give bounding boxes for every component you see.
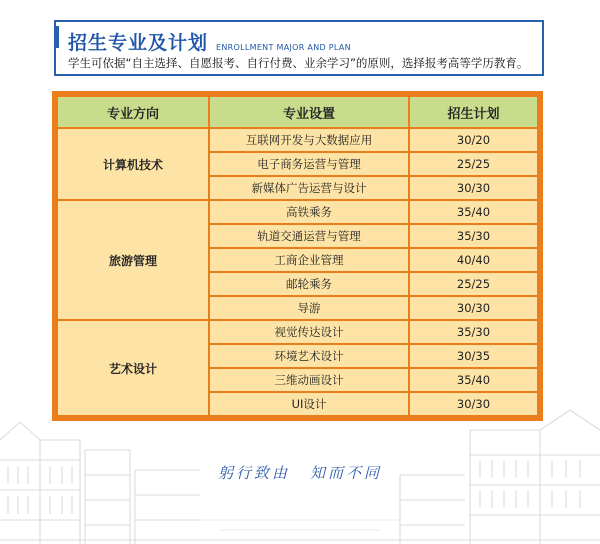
column-header-direction: 专业方向 xyxy=(57,96,209,128)
major-cell: 工商企业管理 xyxy=(209,248,409,272)
major-cell: 视觉传达设计 xyxy=(209,320,409,344)
column-header-plan: 招生计划 xyxy=(409,96,538,128)
plan-cell: 35/40 xyxy=(409,200,538,224)
table-row xyxy=(57,320,538,344)
slogan-left: 躬行致由 xyxy=(217,464,290,482)
table-row xyxy=(57,128,538,152)
column-header-major: 专业设置 xyxy=(209,96,409,128)
major-cell: 邮轮乘务 xyxy=(209,272,409,296)
plan-cell: 25/25 xyxy=(409,152,538,176)
major-cell: 电子商务运营与管理 xyxy=(209,152,409,176)
plan-cell: 35/30 xyxy=(409,320,538,344)
table-row xyxy=(57,200,538,224)
major-cell: 互联网开发与大数据应用 xyxy=(209,128,409,152)
major-cell: UI设计 xyxy=(209,392,409,416)
plan-cell: 30/30 xyxy=(409,392,538,416)
footer-slogan xyxy=(0,462,600,483)
direction-cell: 计算机技术 xyxy=(57,128,209,200)
plan-cell: 30/35 xyxy=(409,344,538,368)
plan-cell: 25/25 xyxy=(409,272,538,296)
major-cell: 新媒体广告运营与设计 xyxy=(209,176,409,200)
major-cell: 导游 xyxy=(209,296,409,320)
plan-cell: 30/30 xyxy=(409,296,538,320)
plan-cell: 30/30 xyxy=(409,176,538,200)
direction-cell: 艺术设计 xyxy=(57,320,209,416)
table-header-row xyxy=(57,96,538,128)
major-cell: 轨道交通运营与管理 xyxy=(209,224,409,248)
enrollment-table xyxy=(56,95,539,417)
intro-text: 学生可依据“自主选择、自愿报考、自行付费、业余学习”的原则，选择报考高等学历教育。 xyxy=(68,56,529,70)
page-title-english: ENROLLMENT MAJOR AND PLAN xyxy=(216,43,351,52)
plan-cell: 35/30 xyxy=(409,224,538,248)
title-row xyxy=(68,28,351,55)
major-cell: 高铁乘务 xyxy=(209,200,409,224)
enrollment-table-frame xyxy=(52,91,543,421)
section-header xyxy=(54,20,544,76)
slogan-right: 知而不同 xyxy=(310,464,383,482)
major-cell: 三维动画设计 xyxy=(209,368,409,392)
major-cell: 环境艺术设计 xyxy=(209,344,409,368)
plan-cell: 40/40 xyxy=(409,248,538,272)
plan-cell: 30/20 xyxy=(409,128,538,152)
page-title: 招生专业及计划 xyxy=(68,32,209,54)
direction-cell: 旅游管理 xyxy=(57,200,209,320)
plan-cell: 35/40 xyxy=(409,368,538,392)
